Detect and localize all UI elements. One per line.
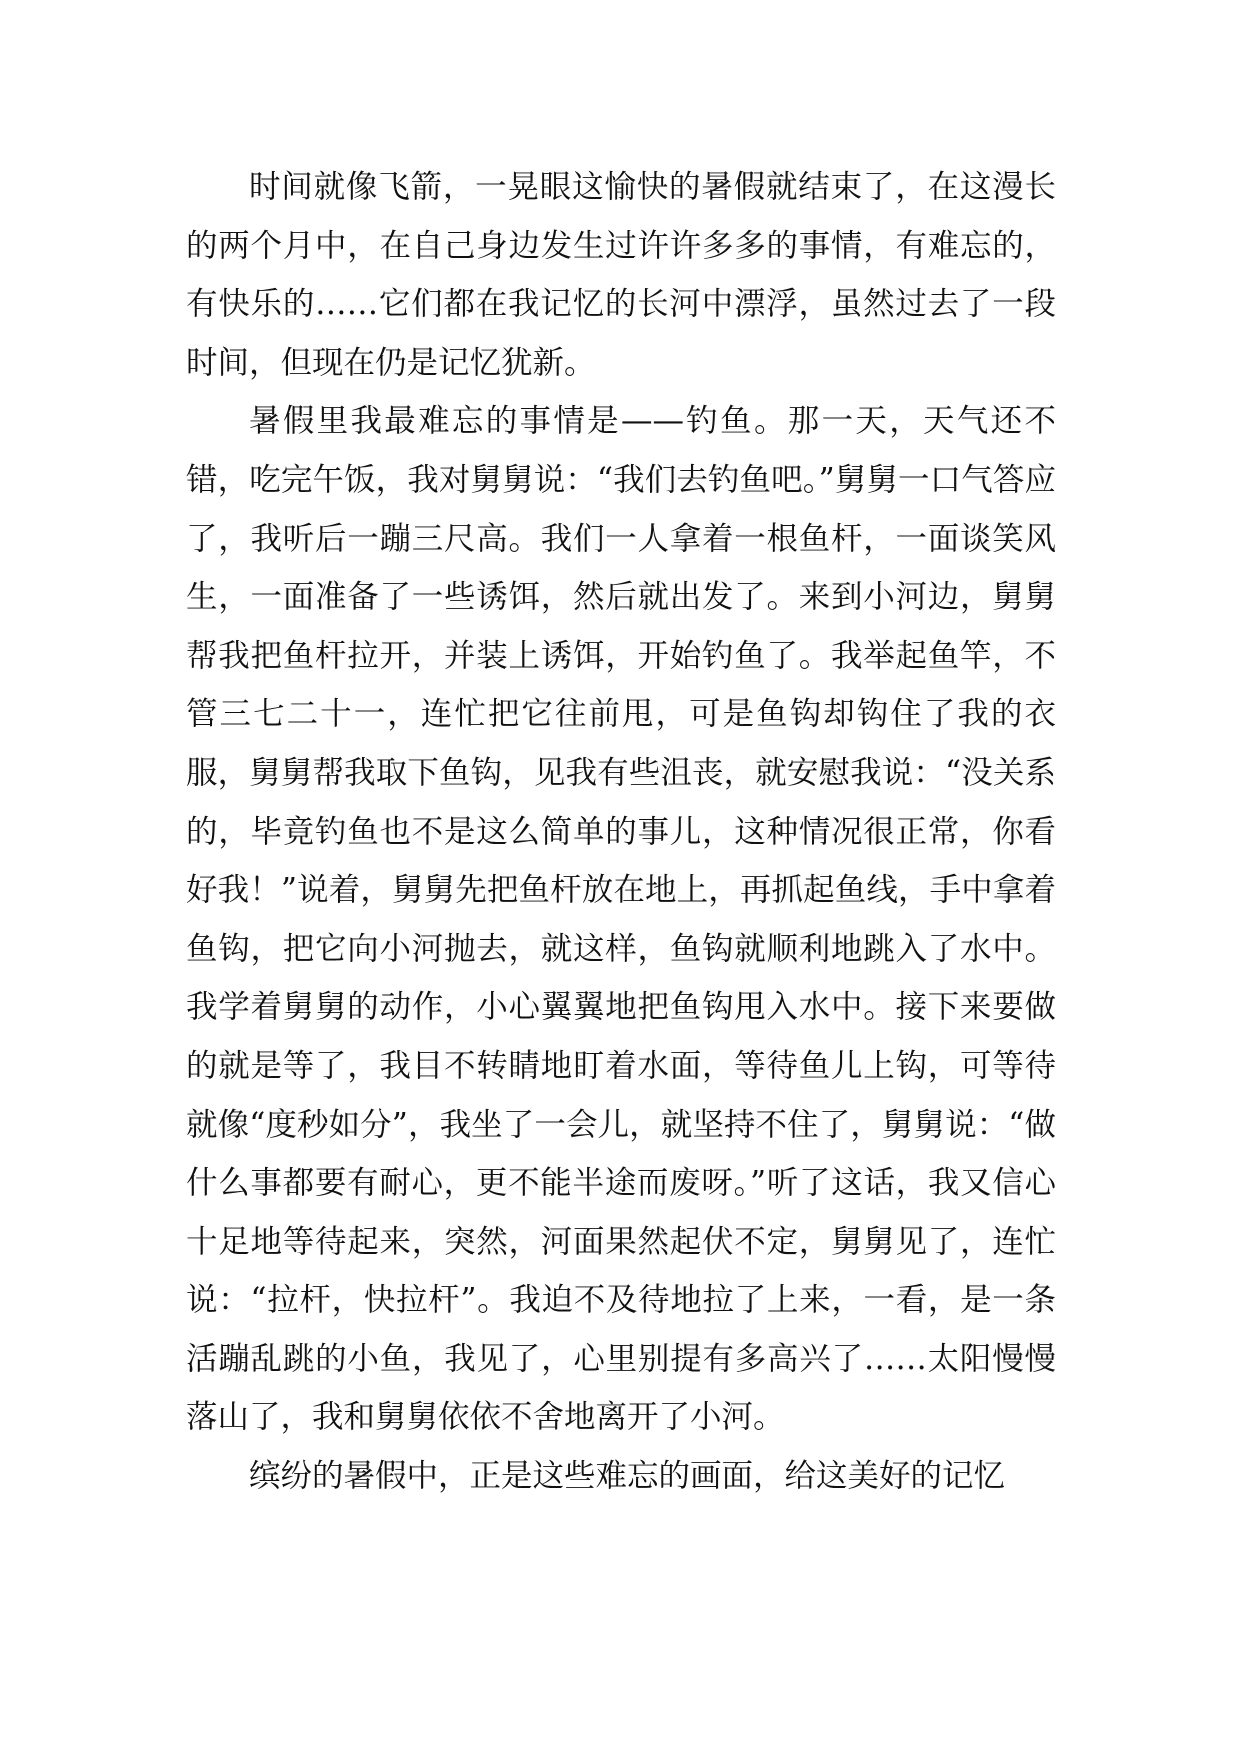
essay-body xyxy=(186,158,1056,1506)
paragraph: 缤纷的暑假中，正是这些难忘的画面，给这美好的记忆 xyxy=(249,1458,1006,1495)
paragraph: 时间就像飞箭，一晃眼这愉快的暑假就结束了，在这漫长的两个月中，在自己身边发生过许许多多的事情，有难忘的，有快乐的……它们都在我记忆的长河中漂浮，虽然过去了一段时间，但现在仍是记忆犹新。 xyxy=(186,169,1056,381)
paragraph: 暑假里我最难忘的事情是——钓鱼。那一天，天气还不错，吃完午饭，我对舅舅说：“我们去钓鱼吧。”舅舅一口气答应了，我听后一蹦三尺高。我们一人拿着一根鱼杆，一面谈笑风生，一面准备了一些诱饵，然后就出发了。来到小河边，舅舅帮我把鱼杆拉开，并装上诱饵，开始钓鱼了。我举起鱼竿，不管三七二十一，连忙把它往前甩，可是鱼钩却钩住了我的衣服，舅舅帮我取下鱼钩，见我有些沮丧，就安慰我说：“没关系的，毕竟钓鱼也不是这么简单的事儿，这种情况很正常，你看好我！”说着，舅舅先把鱼杆放在地上，再抓起鱼线，手中拿着鱼钩，把它向小河抛去，就这样，鱼钩就顺利地跳入了水中。我学着舅舅的动作，小心翼翼地把鱼钩甩入水中。接下来要做的就是等了，我目不转睛地盯着水面，等待鱼儿上钩，可等待就像“度秒如分”，我坐了一会儿，就坚持不住了，舅舅说：“做什么事都要有耐心，更不能半途而废呀。”听了这话，我又信心十足地等待起来，突然，河面果然起伏不定，舅舅见了，连忙说：“拉杆，快拉杆”。我迫不及待地拉了上来，一看，是一条活蹦乱跳的小鱼，我见了，心里别提有多高兴了……太阳慢慢落山了，我和舅舅依依不舍地离开了小河。 xyxy=(186,403,1056,1436)
